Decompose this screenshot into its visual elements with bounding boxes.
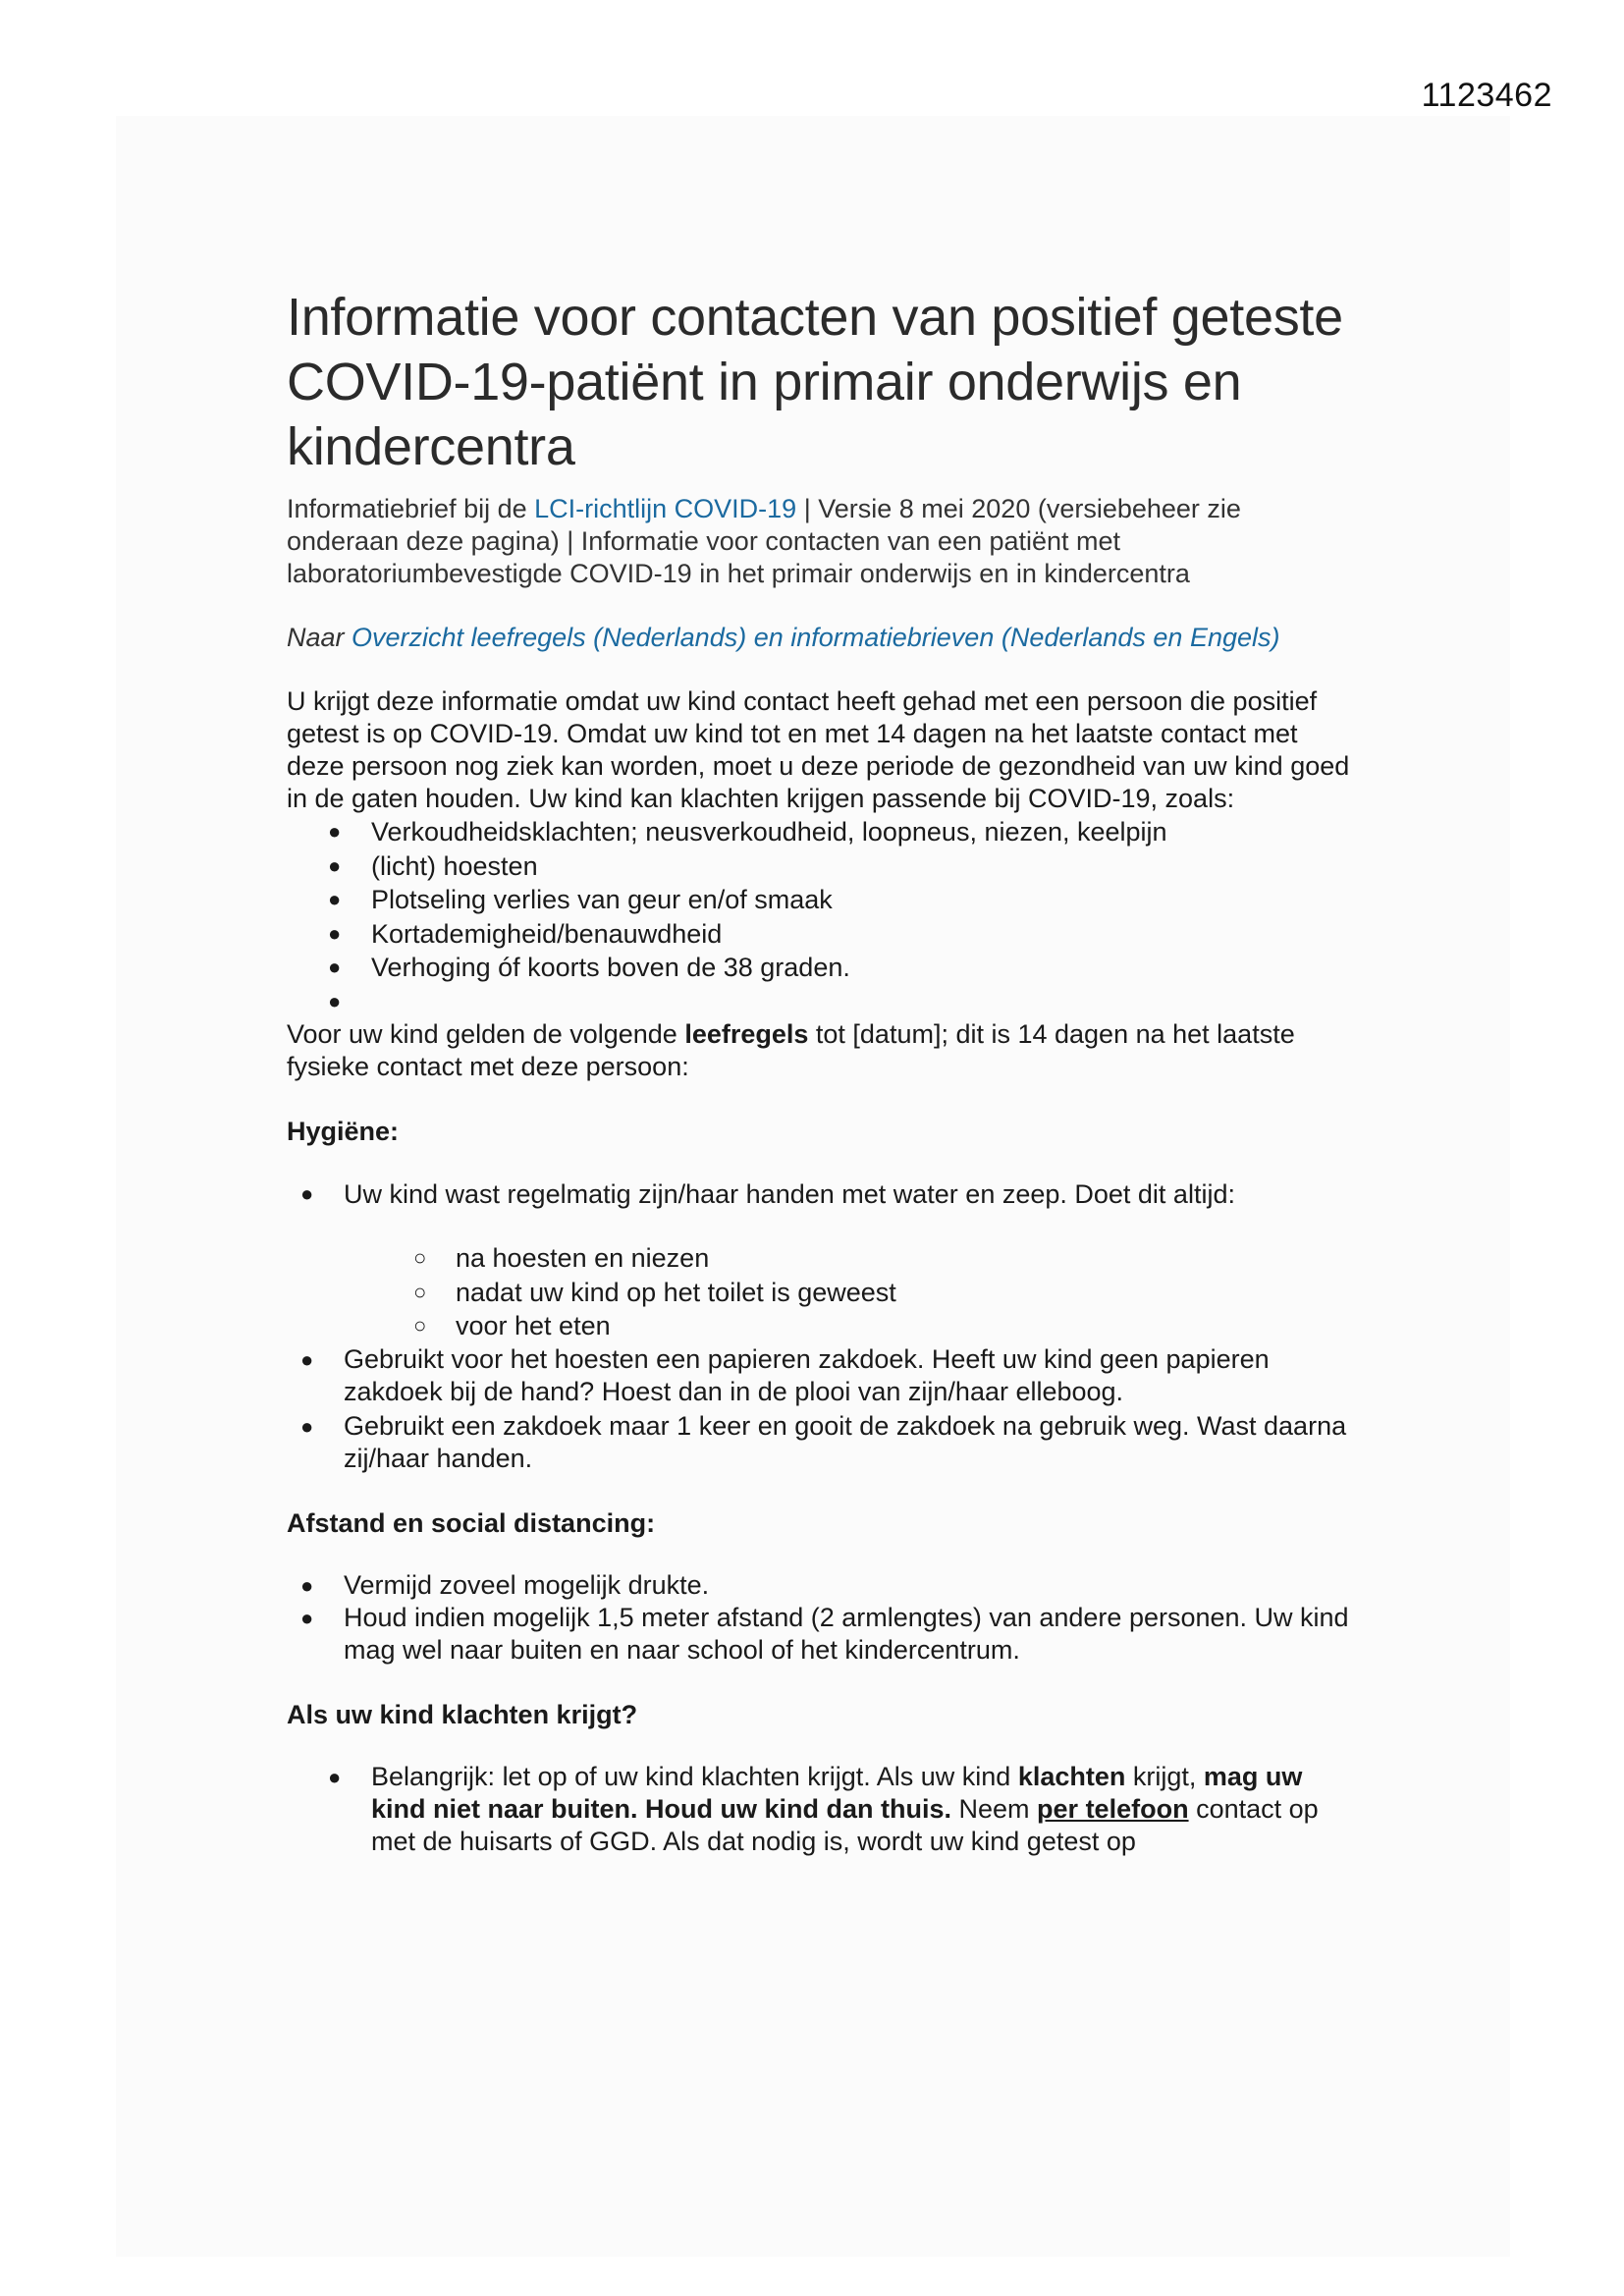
intro-prefix: Informatiebrief bij de bbox=[287, 494, 535, 523]
empty-list-item bbox=[287, 985, 1357, 1018]
complaints-heading: Als uw kind klachten krijgt? bbox=[287, 1699, 638, 1729]
bullet-icon: ● bbox=[300, 1572, 314, 1598]
overview-nav bbox=[287, 622, 1357, 654]
bullet-icon: ● bbox=[328, 920, 342, 946]
list-item: ○ nadat uw kind op het toilet is geweest bbox=[287, 1276, 1357, 1310]
bullet-icon: ● bbox=[328, 1764, 342, 1789]
list-item: ● Vermijd zoveel mogelijk drukte. bbox=[300, 1569, 710, 1600]
list-item: ● Kortademigheid/benauwdheid bbox=[287, 917, 1357, 952]
list-item: ● Plotseling verlies van geur en/of smaak bbox=[287, 883, 1357, 917]
nav-prefix: Naar bbox=[287, 623, 352, 652]
body-intro: U krijgt deze informatie omdat uw kind contact heeft gehad met een persoon die positief getest is op COVID-19. Omdat uw kind tot en met 14 dagen na het laatste contact met deze persoon nog ziek kan worden, moet u deze periode de gezondheid van uw kind goed in de gaten houden. Uw kind kan klachten krijgen passende bij COVID-19, zoals: bbox=[287, 686, 1350, 813]
bullet-icon: ● bbox=[300, 1346, 314, 1372]
bullet-icon: ● bbox=[328, 887, 342, 911]
bullet-icon: ● bbox=[300, 1413, 314, 1439]
hygiene-heading: Hygiëne: bbox=[287, 1116, 400, 1146]
bullet-icon: ● bbox=[328, 852, 342, 878]
bullet-icon: ● bbox=[300, 1180, 314, 1206]
rules-intro: Voor uw kind gelden de volgende leefregels tot [datum]; dit is 14 dagen na het laatste fysieke contact met deze persoon: bbox=[287, 1018, 1295, 1081]
page-title: Informatie voor contacten van positief geteste COVID-19-patiënt in primair onderwijs en kindercentra bbox=[287, 288, 1343, 476]
intro-text bbox=[287, 493, 1357, 590]
hygiene-list-continued bbox=[287, 1343, 1357, 1475]
distancing-heading: Afstand en social distancing: bbox=[287, 1507, 656, 1538]
bullet-icon: ● bbox=[328, 819, 342, 844]
list-item: ● Gebruikt een zakdoek maar 1 keer en gooit de zakdoek na gebruik weg. Wast daarna zij/haar handen. bbox=[300, 1410, 1347, 1473]
list-item: ● Belangrijk: let op of uw kind klachten krijgt. Als uw kind klachten krijgt, mag uw kind niet naar buiten. Houd uw kind dan thuis. Neem per telefoon contact op met de huisarts of GGD. Als dat nodig is, wordt uw kind getest op bbox=[328, 1761, 1319, 1856]
complaints-list bbox=[287, 1761, 1357, 1858]
bullet-icon: ● bbox=[300, 1605, 314, 1630]
list-item: ● Gebruikt voor het hoesten een papieren zakdoek. Heeft uw kind geen papieren zakdoek bij de hand? Hoest dan in de plooi van zijn/haar elleboog. bbox=[300, 1343, 1270, 1406]
list-item: ● Verkoudheidsklachten; neusverkoudheid, loopneus, niezen, keelpijn bbox=[287, 815, 1357, 849]
overview-link[interactable]: Overzicht leefregels (Nederlands) en informatiebrieven (Nederlands en Engels) bbox=[352, 623, 1280, 652]
bullet-icon: ● bbox=[328, 955, 342, 979]
bullet-icon: ● bbox=[328, 988, 342, 1013]
wash-moments-list bbox=[287, 1241, 1357, 1343]
list-item: ○ na hoesten en niezen bbox=[287, 1241, 1357, 1276]
circle-bullet-icon: ○ bbox=[413, 1245, 427, 1270]
circle-bullet-icon: ○ bbox=[413, 1313, 427, 1338]
document-number: 1123462 bbox=[1421, 77, 1552, 114]
list-item: ● (licht) hoesten bbox=[287, 849, 1357, 884]
rules-keyword: leefregels bbox=[684, 1018, 809, 1049]
circle-bullet-icon: ○ bbox=[413, 1279, 427, 1304]
hygiene-list bbox=[287, 1177, 1357, 1212]
list-item: ● Houd indien mogelijk 1,5 meter afstand (2 armlengtes) van andere personen. Uw kind mag wel naar buiten en naar school of het kindercentrum. bbox=[300, 1602, 1349, 1665]
intro-suffix: | Versie 8 mei 2020 (versiebeheer zie onderaan deze pagina) | Informatie voor contacten van een patiënt met laboratoriumbevestigde COVID-19 in het primair onderwijs en in kindercentra bbox=[287, 494, 1241, 588]
list-item: ● Verhoging óf koorts boven de 38 graden. bbox=[287, 951, 1357, 985]
list-item: ● Uw kind wast regelmatig zijn/haar handen met water en zeep. Doet dit altijd: bbox=[287, 1177, 1357, 1212]
document-content bbox=[287, 285, 1357, 1858]
per-telefoon-emphasis: per telefoon bbox=[1037, 1793, 1189, 1824]
lci-guideline-link[interactable]: LCI-richtlijn COVID-19 bbox=[534, 494, 797, 523]
distancing-list bbox=[287, 1569, 1357, 1667]
symptom-list bbox=[287, 815, 1357, 1018]
list-item: ○ voor het eten bbox=[287, 1309, 1357, 1343]
